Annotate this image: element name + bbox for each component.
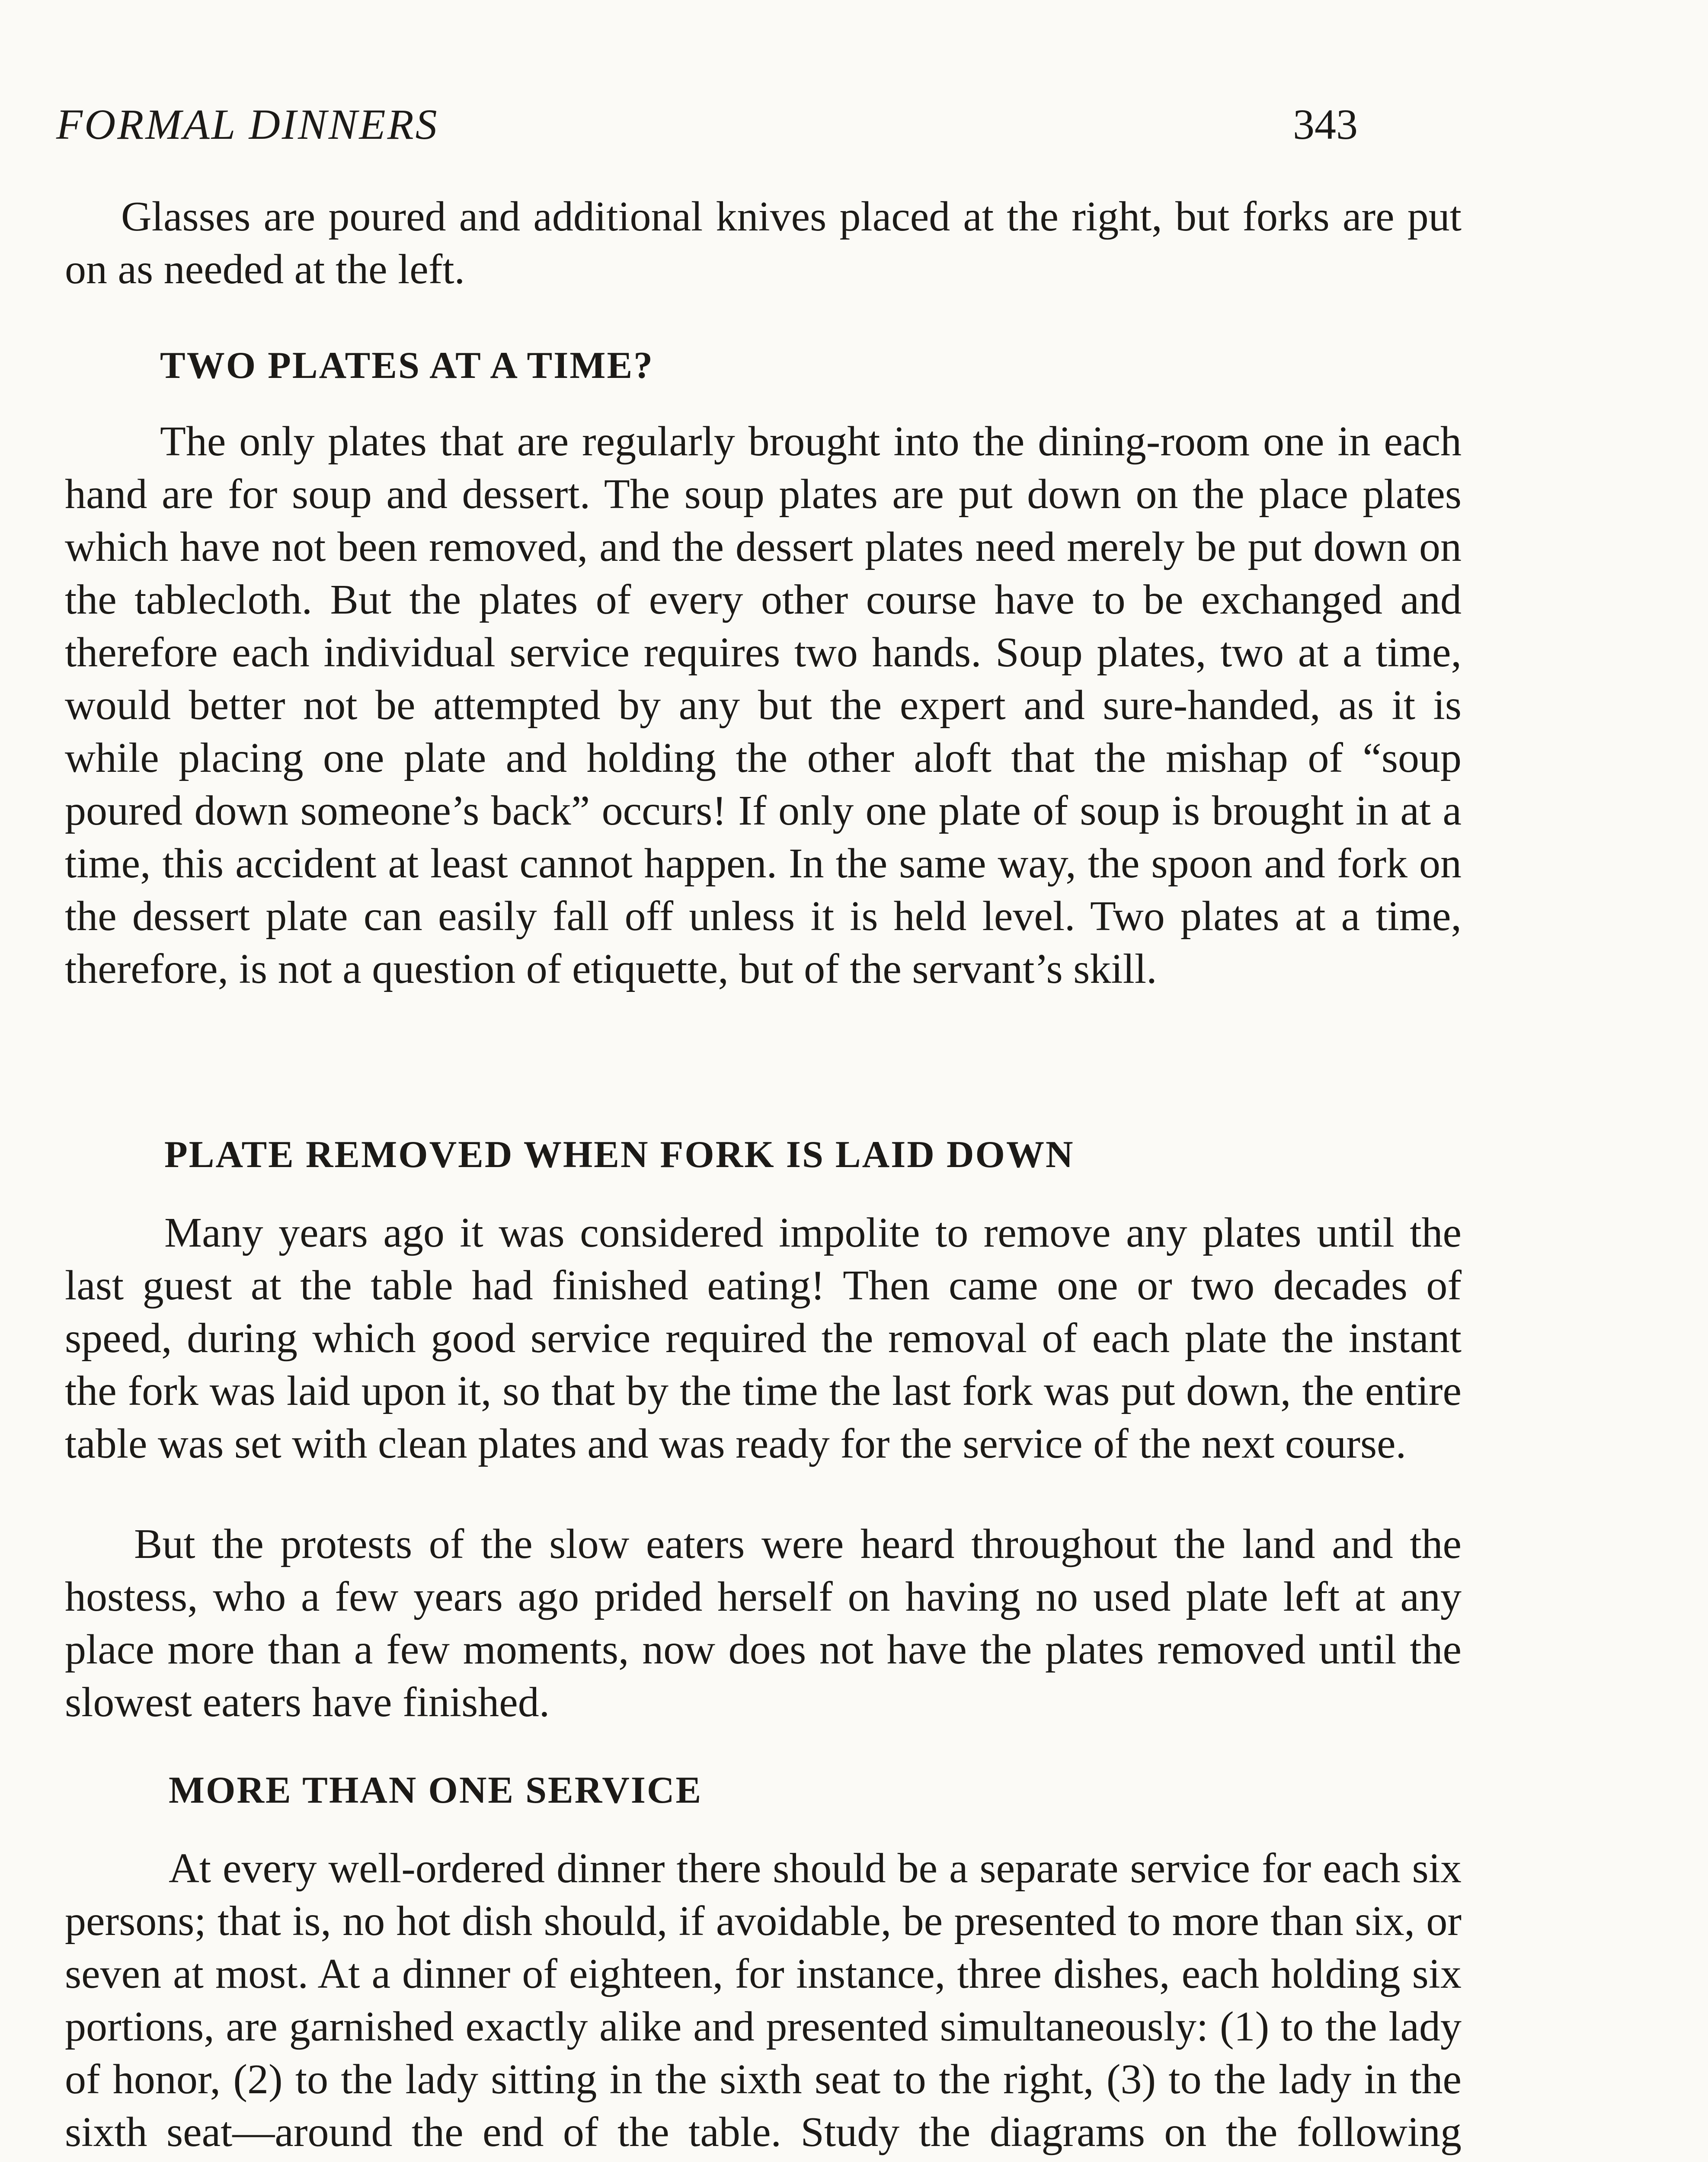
page-number: 343 (1293, 100, 1358, 148)
section-heading: PLATE REMOVED WHEN FORK IS LAID DOWN (164, 1134, 1075, 1176)
text-block-3 (65, 1206, 1462, 1470)
section-heading: TWO PLATES AT A TIME? (160, 345, 654, 387)
section-heading: MORE THAN ONE SERVICE (169, 1769, 703, 1811)
text-block-heading-1 (65, 344, 1462, 387)
paragraph: The only plates that are regularly brought into the dining-room one in each hand are for soup and dessert. The soup plates are put down on the place plates which have not been removed, and the dessert plates need merely be put down on the tablecloth. But the plates of every other course have to be exchanged and therefore each individual service requires two hands. Soup plates, two at a time, would better not be attempted by any but the expert and sure-handed, as it is while placing one plate and holding the other aloft that the mishap of “soup poured down someone’s back” occurs! If only one plate of soup is brought in at a time, this accident at least cannot happen. In the same way, the spoon and fork on the dessert plate can easily fall off unless it is held level. Two plates at a time, therefore, is not a question of etiquette, but of the servant’s skill. (65, 418, 1462, 992)
running-head (56, 99, 1358, 169)
text-block-1 (65, 190, 1462, 296)
running-title: FORMAL DINNERS (56, 100, 439, 148)
text-block-heading-2 (65, 1133, 1462, 1177)
text-block-5 (65, 1842, 1462, 2162)
paragraph: At every well-ordered dinner there should be a separate service for each six persons; that is, no hot dish should, if avoidable, be presented to more than six, or seven at most. At a dinner of eighteen, for instance, three dishes, each holding six portions, are garnished exactly alike and presented simultaneously: (1) to the lady of honor, (2) to the lady sitting in the sixth seat to the right, (3) to the lady in the sixth seat—around the end of the table. Study the diagrams on the following (65, 1845, 1462, 2156)
text-block-heading-3 (65, 1769, 1462, 1812)
paragraph: But the protests of the slow eaters were heard throughout the land and the hostess, who a few years ago prided herself on having no used plate left at any place more than a few moments, now does not have the plates removed until the slowest eaters have finished. (65, 1521, 1462, 1726)
paragraph: Many years ago it was considered impolite to remove any plates until the last guest at the table had finished eating! Then came one or two decades of speed, during which good service required the removal of each plate the instant the fork was laid upon it, so that by the time the last fork was put down, the entire table was set with clean plates and was ready for the service of the next course. (65, 1209, 1462, 1467)
paragraph: Glasses are poured and additional knives placed at the right, but forks are put on as needed at the left. (65, 193, 1462, 293)
text-block-4 (65, 1518, 1462, 1729)
text-block-2 (65, 415, 1462, 995)
